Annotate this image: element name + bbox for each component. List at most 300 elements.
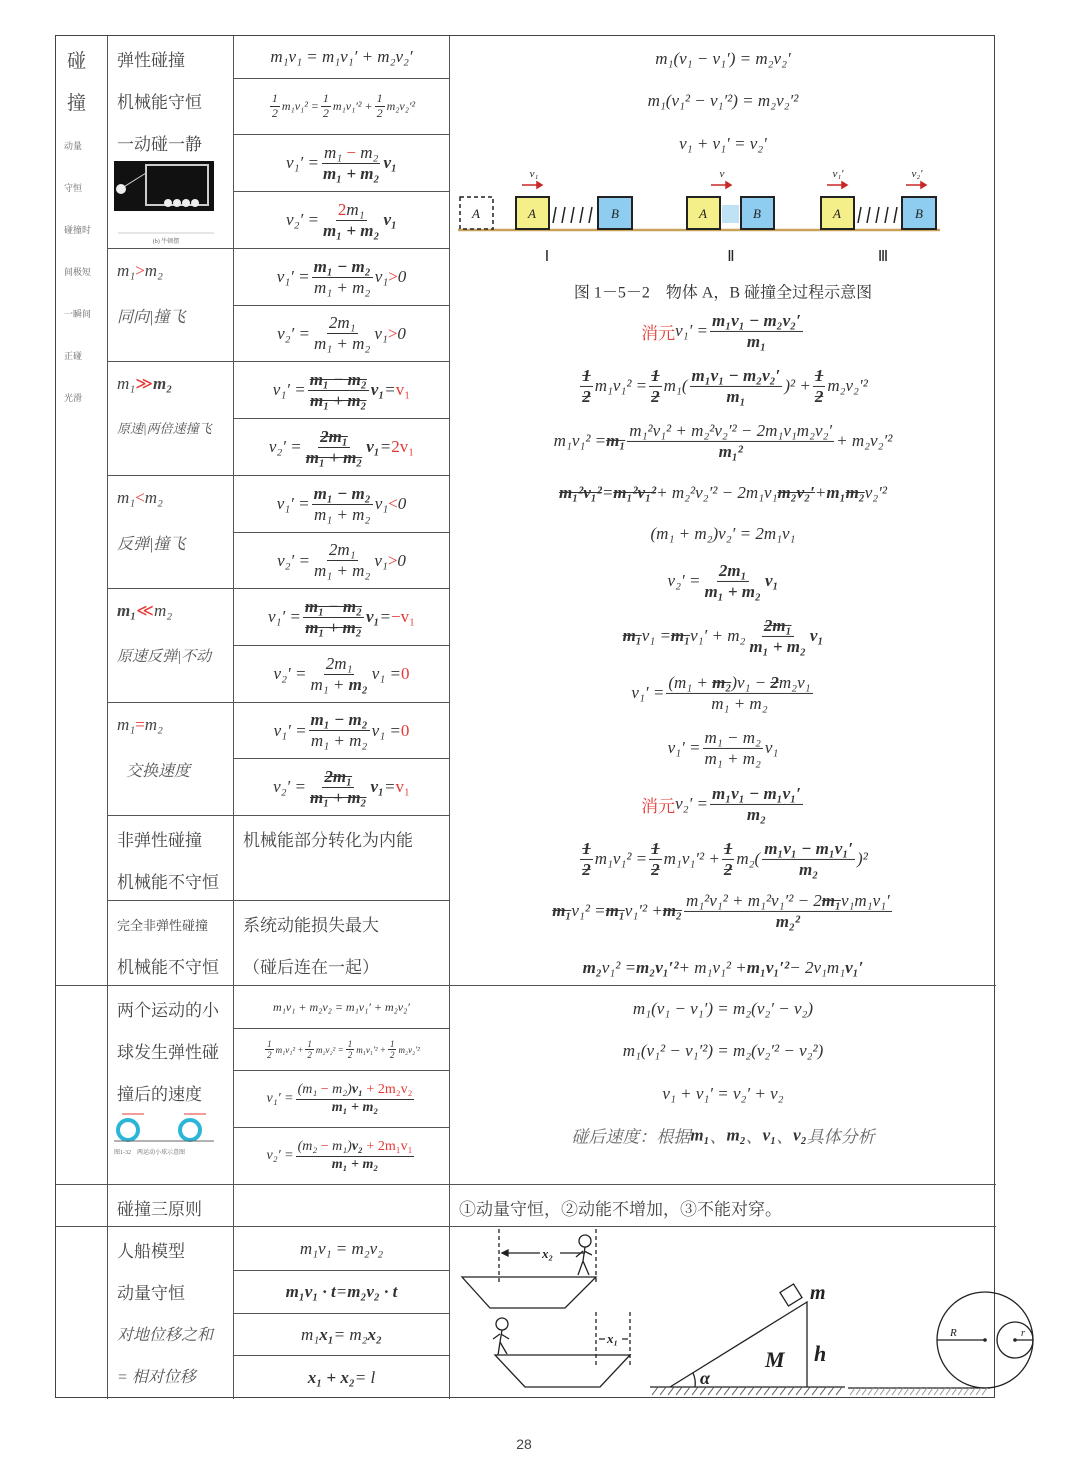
formula-cell — [234, 1227, 450, 1271]
fraction — [813, 366, 826, 406]
cancelled-term: m₁ — [821, 890, 841, 910]
cancelled-term: 1 — [651, 365, 660, 385]
formula — [655, 49, 790, 69]
three-rules-label-cell — [108, 1185, 234, 1227]
cancelled-term: m₁²v₁² — [613, 483, 657, 502]
fraction — [312, 540, 372, 580]
formula — [267, 1139, 417, 1172]
formula-text: + m₂²v₂′² − 2m₁v₁ — [656, 483, 778, 502]
bold-term: m₂ — [726, 1125, 746, 1144]
cancelled-term: m₂v₂′ — [777, 483, 815, 502]
bold-term: m₂v₁′² — [636, 958, 679, 977]
formula-text: m₁ + m₂ — [704, 748, 761, 768]
derivation-line — [450, 483, 996, 503]
formula-text: 1 — [389, 1038, 395, 1049]
bold-term: v₁ — [366, 607, 380, 626]
block-b-label: B — [611, 206, 619, 221]
cancelled-term: 2 — [770, 672, 779, 692]
formula-text: m₂ — [356, 142, 379, 162]
formula — [263, 1039, 420, 1061]
bold-term: m₁v₁ − m₂v₂′ — [712, 310, 801, 330]
formula-text: v₁′ = — [268, 607, 301, 626]
mass-label: m — [810, 1282, 826, 1304]
perfect-inelastic-label-cell — [108, 901, 234, 986]
radius-label: r — [1021, 1328, 1025, 1339]
formula — [559, 483, 887, 503]
fraction — [321, 92, 331, 121]
cancelled-term: 2 — [723, 859, 733, 879]
cancelled-term: m₂ — [845, 483, 865, 502]
inelastic-label-cell — [108, 816, 234, 901]
derivation-line — [450, 673, 996, 713]
formula-text: = — [379, 607, 391, 626]
bold-term: m₁ — [726, 386, 746, 406]
formula — [648, 91, 799, 111]
newtons-cradle-image — [114, 161, 226, 245]
label: 一动碰一静 — [117, 135, 202, 154]
label: = 相对位移 — [117, 1369, 196, 1386]
derivation-cell — [450, 36, 996, 986]
highlight-text: ≫ — [135, 374, 153, 393]
case-description: 交换速度 — [126, 763, 191, 780]
cancelled-term: m₁²v₁² — [558, 483, 602, 502]
formula-text: m₂) — [328, 1082, 352, 1098]
formula-text: m₂( — [736, 849, 761, 868]
formula — [679, 134, 767, 154]
formula-text: v₂′ = — [286, 210, 319, 229]
case-description: 原速反弹|不动 — [117, 649, 212, 665]
denominator — [308, 391, 369, 411]
formula-text: m₁(v₁² − v₁′²) = m₂(v₂′² − v₂²) — [622, 1041, 824, 1060]
formula — [633, 999, 813, 1019]
formula-text: = — [383, 777, 396, 796]
velocity-label: v₁′ — [832, 168, 844, 180]
denominator — [312, 561, 372, 581]
cancelled-term: m₁ + m₂ — [305, 617, 362, 637]
fraction — [265, 1039, 274, 1061]
numerator — [684, 891, 892, 912]
bold-term: m₂ — [746, 804, 767, 824]
cancelled-term: 2 — [582, 386, 591, 406]
formula-text: m₁v₁² = — [594, 376, 648, 395]
formula-text: v₁² = — [601, 958, 637, 977]
formula-text: + — [814, 483, 827, 502]
text: 系统动能损失最大 — [243, 916, 379, 935]
fraction — [270, 92, 280, 121]
fraction — [702, 561, 763, 601]
denominator — [303, 618, 364, 638]
cancelled-term: m₁ — [606, 431, 626, 450]
image-caption: 图1-32 两运动小球示意图 — [114, 1150, 185, 1156]
bold-term: m₁v₁ · t — [285, 1282, 336, 1301]
formula-text: v₁ = — [371, 720, 401, 740]
formula-cell — [234, 533, 450, 589]
formula-text: m₁ + m₂ — [711, 693, 768, 713]
formula-text: = — [384, 380, 396, 399]
collision-process-figure — [450, 161, 996, 271]
formula-text: 2m₁ — [328, 313, 356, 333]
bold-term: m₁ — [690, 1125, 710, 1144]
formula-text: m₁ — [117, 488, 136, 507]
formula-text: m₁ + m₂ — [313, 561, 371, 580]
highlight-text: + 2m₁v₁ — [362, 1139, 413, 1155]
velocity-label: v₂′ — [911, 168, 923, 180]
denominator — [702, 582, 763, 602]
formula-text: 1 — [376, 91, 383, 106]
highlight-text: > — [387, 550, 398, 570]
cancelled-term: m₂ — [712, 672, 732, 692]
cancelled-term: 2m₁ — [763, 615, 792, 635]
formula — [301, 1325, 382, 1345]
formula-text: m₁v₁′² + — [356, 1044, 386, 1055]
formula-text: v₁ = — [641, 626, 671, 645]
numerator — [580, 839, 593, 860]
numerator — [322, 143, 380, 164]
formula-text: 1 — [347, 1038, 353, 1049]
perfect-inelastic-text-cell — [234, 901, 450, 986]
formula-text: m₁ + m₂ — [310, 731, 368, 750]
case-cell — [108, 476, 234, 589]
formula — [623, 1041, 824, 1061]
text: （碰后连在一起） — [243, 958, 379, 977]
formula-text: v₂′ = — [277, 323, 310, 343]
bold-term: m₁² — [718, 441, 743, 461]
numerator — [710, 784, 803, 805]
formula-text: m₁ + — [310, 674, 349, 694]
derivation-line — [450, 728, 996, 768]
cancelled-term: 1 — [582, 365, 591, 385]
cancelled-term: m₁ — [670, 626, 691, 645]
denominator — [580, 387, 593, 407]
formula-text: 2 — [271, 106, 278, 120]
label: 碰撞三原则 — [117, 1200, 202, 1219]
formula-text: = l — [354, 1367, 376, 1387]
denominator — [703, 749, 763, 769]
denominator — [321, 107, 331, 121]
denominator — [270, 107, 280, 121]
highlight-text: − — [320, 1139, 329, 1155]
formula-cell — [234, 1029, 450, 1071]
formula — [273, 1000, 410, 1015]
figure-caption: 图 1－5－2 物体 A，B 碰撞全过程示意图 — [573, 284, 873, 302]
formula — [583, 958, 864, 978]
numerator — [308, 370, 369, 391]
bold-term: m₁ + m₂ — [749, 636, 806, 656]
bold-term: v₁ — [383, 153, 397, 172]
formula-text: )² — [857, 849, 868, 868]
numerator — [336, 200, 367, 221]
formula-text: m₁v₁′² + — [663, 849, 720, 868]
block-a-label: A — [833, 206, 841, 221]
formula-text: m₁ — [346, 199, 365, 219]
numerator — [322, 767, 354, 788]
formula — [662, 1084, 783, 1104]
fraction — [308, 370, 369, 410]
height-label: h — [814, 1341, 827, 1366]
numerator — [327, 540, 358, 561]
formula-text: v₂′ = — [273, 777, 306, 796]
formula-text: v₁ — [374, 550, 388, 570]
derivation-line — [450, 49, 996, 69]
bold-term: v₁ — [366, 437, 380, 456]
fraction — [312, 257, 373, 297]
formula-cell — [234, 306, 450, 362]
block-b-label: B — [753, 206, 761, 221]
bold-term: m₁ + m₂ — [322, 220, 380, 240]
derivation-line — [450, 134, 996, 154]
case-cell — [108, 589, 234, 703]
formula — [631, 673, 814, 713]
derivation-line — [450, 91, 996, 111]
formula-text: m₁v₁′² + — [332, 99, 373, 113]
note: 光滑 — [64, 393, 83, 403]
bold-term: m₂v₂ · t — [347, 1282, 398, 1301]
derivation-line — [450, 958, 996, 978]
note: 守恒 — [64, 183, 83, 193]
boat-diagram-cell — [450, 1227, 1025, 1399]
formula-text: m₁v₁² = — [553, 431, 607, 450]
formula-text: 2 — [389, 1050, 395, 1060]
bold-term: v₁ — [351, 1082, 363, 1098]
denominator — [305, 1050, 314, 1060]
denominator — [649, 387, 662, 407]
label: 非弹性碰撞 — [117, 831, 202, 850]
case-condition — [117, 715, 163, 735]
formula-text: m₁ + m₂ — [313, 504, 371, 524]
formula-text: v₁ = — [371, 664, 401, 683]
cancelled-term: m₁ — [605, 901, 625, 920]
case-cell — [108, 249, 234, 362]
highlight-text: 消元 — [641, 796, 676, 816]
numerator — [265, 1039, 274, 1050]
numerator — [375, 92, 385, 107]
note-text: 、 — [709, 1127, 727, 1147]
formula — [578, 366, 868, 406]
formula-text: 2 — [267, 1050, 272, 1060]
formula-text: v₁ — [374, 323, 388, 343]
cancelled-term: m₁ — [622, 626, 642, 645]
formula-cell — [234, 79, 450, 135]
formula-text: m₂ — [144, 261, 163, 280]
case-cell — [108, 362, 234, 476]
denominator — [797, 860, 820, 880]
formula-text: m₁²v₁² + m₂²v₂′² − 2m₁v₁m₂v₂′ — [629, 420, 833, 440]
fraction — [296, 1139, 415, 1172]
denominator — [745, 805, 768, 825]
denominator — [649, 860, 662, 880]
highlight-text: < — [388, 494, 398, 513]
denominator — [304, 448, 365, 468]
formula-text: v₂′ = — [675, 794, 709, 813]
bold-term: v₁ — [370, 777, 384, 796]
formula — [668, 728, 779, 768]
bold-term: m₂ — [152, 374, 173, 393]
formula-cell — [234, 703, 450, 759]
formula-text: 1 — [322, 91, 329, 106]
formula-text: 1 — [267, 1038, 272, 1049]
formula-text: m₁(v₁² − v₁′²) = m₂v₂′² — [647, 91, 799, 110]
formula — [274, 710, 410, 750]
denominator — [580, 860, 593, 880]
formula — [286, 143, 397, 183]
derivation-line — [450, 616, 996, 656]
formula-text: m₁ + m₂ — [313, 334, 371, 353]
bold-term: v₁ — [809, 626, 824, 645]
formula-text: v₁′ = — [276, 267, 310, 286]
highlight-text: v₁ — [395, 777, 410, 796]
bold-term: m₁ — [746, 331, 767, 351]
derivation-line — [450, 524, 996, 544]
formula-text: − 2v₁m₁ — [789, 958, 846, 977]
numerator — [710, 311, 803, 332]
cancelled-term: 1 — [814, 365, 824, 385]
formula-cell — [234, 986, 450, 1029]
fraction — [321, 143, 382, 183]
formula-text: 1 — [307, 1038, 312, 1049]
formula-text: m₂ — [153, 601, 173, 620]
bold-term: v₁ — [370, 380, 385, 399]
formula-text: m₁ — [323, 142, 347, 162]
formula-text: m₁ — [301, 1324, 320, 1344]
fraction — [296, 1082, 415, 1115]
bold-term: m₁ + m₂ — [704, 581, 761, 601]
formula-text: v₁′ + m₂ — [690, 626, 746, 645]
denominator — [745, 332, 768, 352]
denominator — [747, 637, 808, 657]
numerator — [303, 597, 364, 618]
bold-term: x₂ — [367, 1324, 382, 1344]
formula-cell — [234, 476, 450, 533]
formula — [552, 891, 894, 931]
case-condition — [117, 601, 172, 621]
bold-term: m₁ − m₂ — [313, 256, 371, 276]
formula-text: m₂v₂′² — [827, 376, 868, 395]
numerator — [627, 421, 834, 442]
case-condition — [117, 261, 163, 281]
fraction — [747, 616, 808, 656]
label: 机械能守恒 — [117, 93, 202, 112]
formula-text: )² + — [784, 376, 811, 395]
denominator — [321, 221, 382, 241]
cancelled-term: 2 — [651, 386, 660, 406]
note: 动量 — [64, 141, 83, 151]
analysis-note — [571, 1123, 874, 1148]
formula-text: (m₂ — [297, 1139, 321, 1155]
formula-text: )v₁ − — [731, 672, 771, 692]
denominator — [724, 387, 747, 407]
fraction — [304, 427, 365, 467]
category-char: 撞 — [67, 93, 87, 114]
bold-term: m₁ + m₂ — [331, 1156, 379, 1172]
displacement-label: x₂ — [542, 1246, 554, 1261]
formula-text: v₁′² + — [624, 901, 663, 920]
formula — [268, 92, 415, 121]
cancelled-term: 1 — [582, 838, 591, 858]
numerator — [324, 654, 355, 675]
derivation-line — [450, 839, 996, 879]
label: 弹性碰撞 — [117, 51, 185, 70]
formula-text: m₁(v₁ − v₁′) = m₂(v₂′ − v₂) — [632, 999, 814, 1018]
formula — [641, 311, 805, 351]
fraction — [710, 311, 803, 351]
case-description: 同向|撞飞 — [117, 309, 186, 326]
label: 两个运动的小 — [117, 1001, 219, 1020]
formula-text: v₂′ = — [277, 550, 310, 570]
cancelled-term: m₁ + m₂ — [310, 787, 367, 807]
formula-text: v₁ — [374, 494, 389, 513]
formula-text: + m₁v₁² + — [678, 958, 747, 977]
case-condition — [117, 488, 163, 508]
formula-text: 0 — [397, 494, 407, 513]
three-rules-cell — [450, 1185, 996, 1227]
label: 完全非弹性碰撞 — [117, 918, 209, 933]
formula-text: v₂′ = — [273, 664, 307, 683]
formula-text: 0 — [397, 550, 406, 570]
rules-text: ①动量守恒，②动能不增加，③不能对穿。 — [459, 1200, 782, 1219]
cancelled-term: m₁ − m₂ — [309, 369, 367, 389]
formula — [286, 1282, 398, 1302]
bold-term: m₁ + m₂ — [322, 163, 380, 183]
formula-text: v₂′ = — [266, 1148, 294, 1163]
formula-cell — [234, 1071, 450, 1128]
radius-label: R — [950, 1327, 957, 1339]
formula — [270, 47, 412, 67]
numerator — [270, 92, 280, 107]
velocity-label: v — [719, 168, 725, 180]
highlight-text: 消元 — [641, 323, 676, 343]
cancelled-term: m₂ — [662, 901, 682, 920]
cancelled-term: m₁ + m₂ — [305, 447, 363, 467]
fraction — [649, 366, 662, 406]
numerator — [312, 257, 373, 278]
formula — [623, 616, 824, 656]
formula-cell — [234, 249, 450, 306]
fraction — [346, 1039, 355, 1061]
fraction — [303, 597, 364, 637]
numerator — [346, 1039, 355, 1050]
derivation-line — [450, 891, 996, 931]
formula-text: 2 — [322, 106, 329, 120]
formula-text: 2 — [376, 106, 383, 120]
bold-term: v₂ — [351, 1139, 363, 1155]
formula — [308, 1368, 376, 1388]
formula-text: m₂v₂′² — [386, 99, 416, 113]
denominator — [312, 278, 372, 298]
collision-summary-table — [55, 35, 1025, 1398]
highlight-text: > — [388, 267, 398, 286]
label: 对地位移之和 — [117, 1327, 214, 1344]
formula-text: (m₁ — [297, 1082, 321, 1098]
bold-term: m₁v₁ − m₁v₁′ — [712, 783, 801, 803]
formula — [668, 561, 779, 601]
inelastic-text-cell — [234, 816, 450, 901]
formula-text: m₁²v₁² + m₁²v₁′² − 2 — [685, 890, 822, 910]
fraction — [580, 839, 593, 879]
numerator — [305, 1039, 314, 1050]
derivation-line — [450, 561, 996, 601]
formula-text: m₂v₂² = — [315, 1044, 344, 1055]
mass-label: M — [765, 1347, 785, 1372]
formula-cell — [234, 589, 450, 646]
bold-term: v₁ — [764, 571, 779, 590]
formula-text: 2m₁ — [328, 540, 356, 560]
formula — [273, 370, 410, 410]
formula-text: 2 — [307, 1050, 312, 1060]
numerator — [321, 92, 331, 107]
numerator — [296, 1082, 415, 1099]
bold-term: v₁′ — [845, 958, 864, 977]
derivation-line — [450, 311, 996, 351]
